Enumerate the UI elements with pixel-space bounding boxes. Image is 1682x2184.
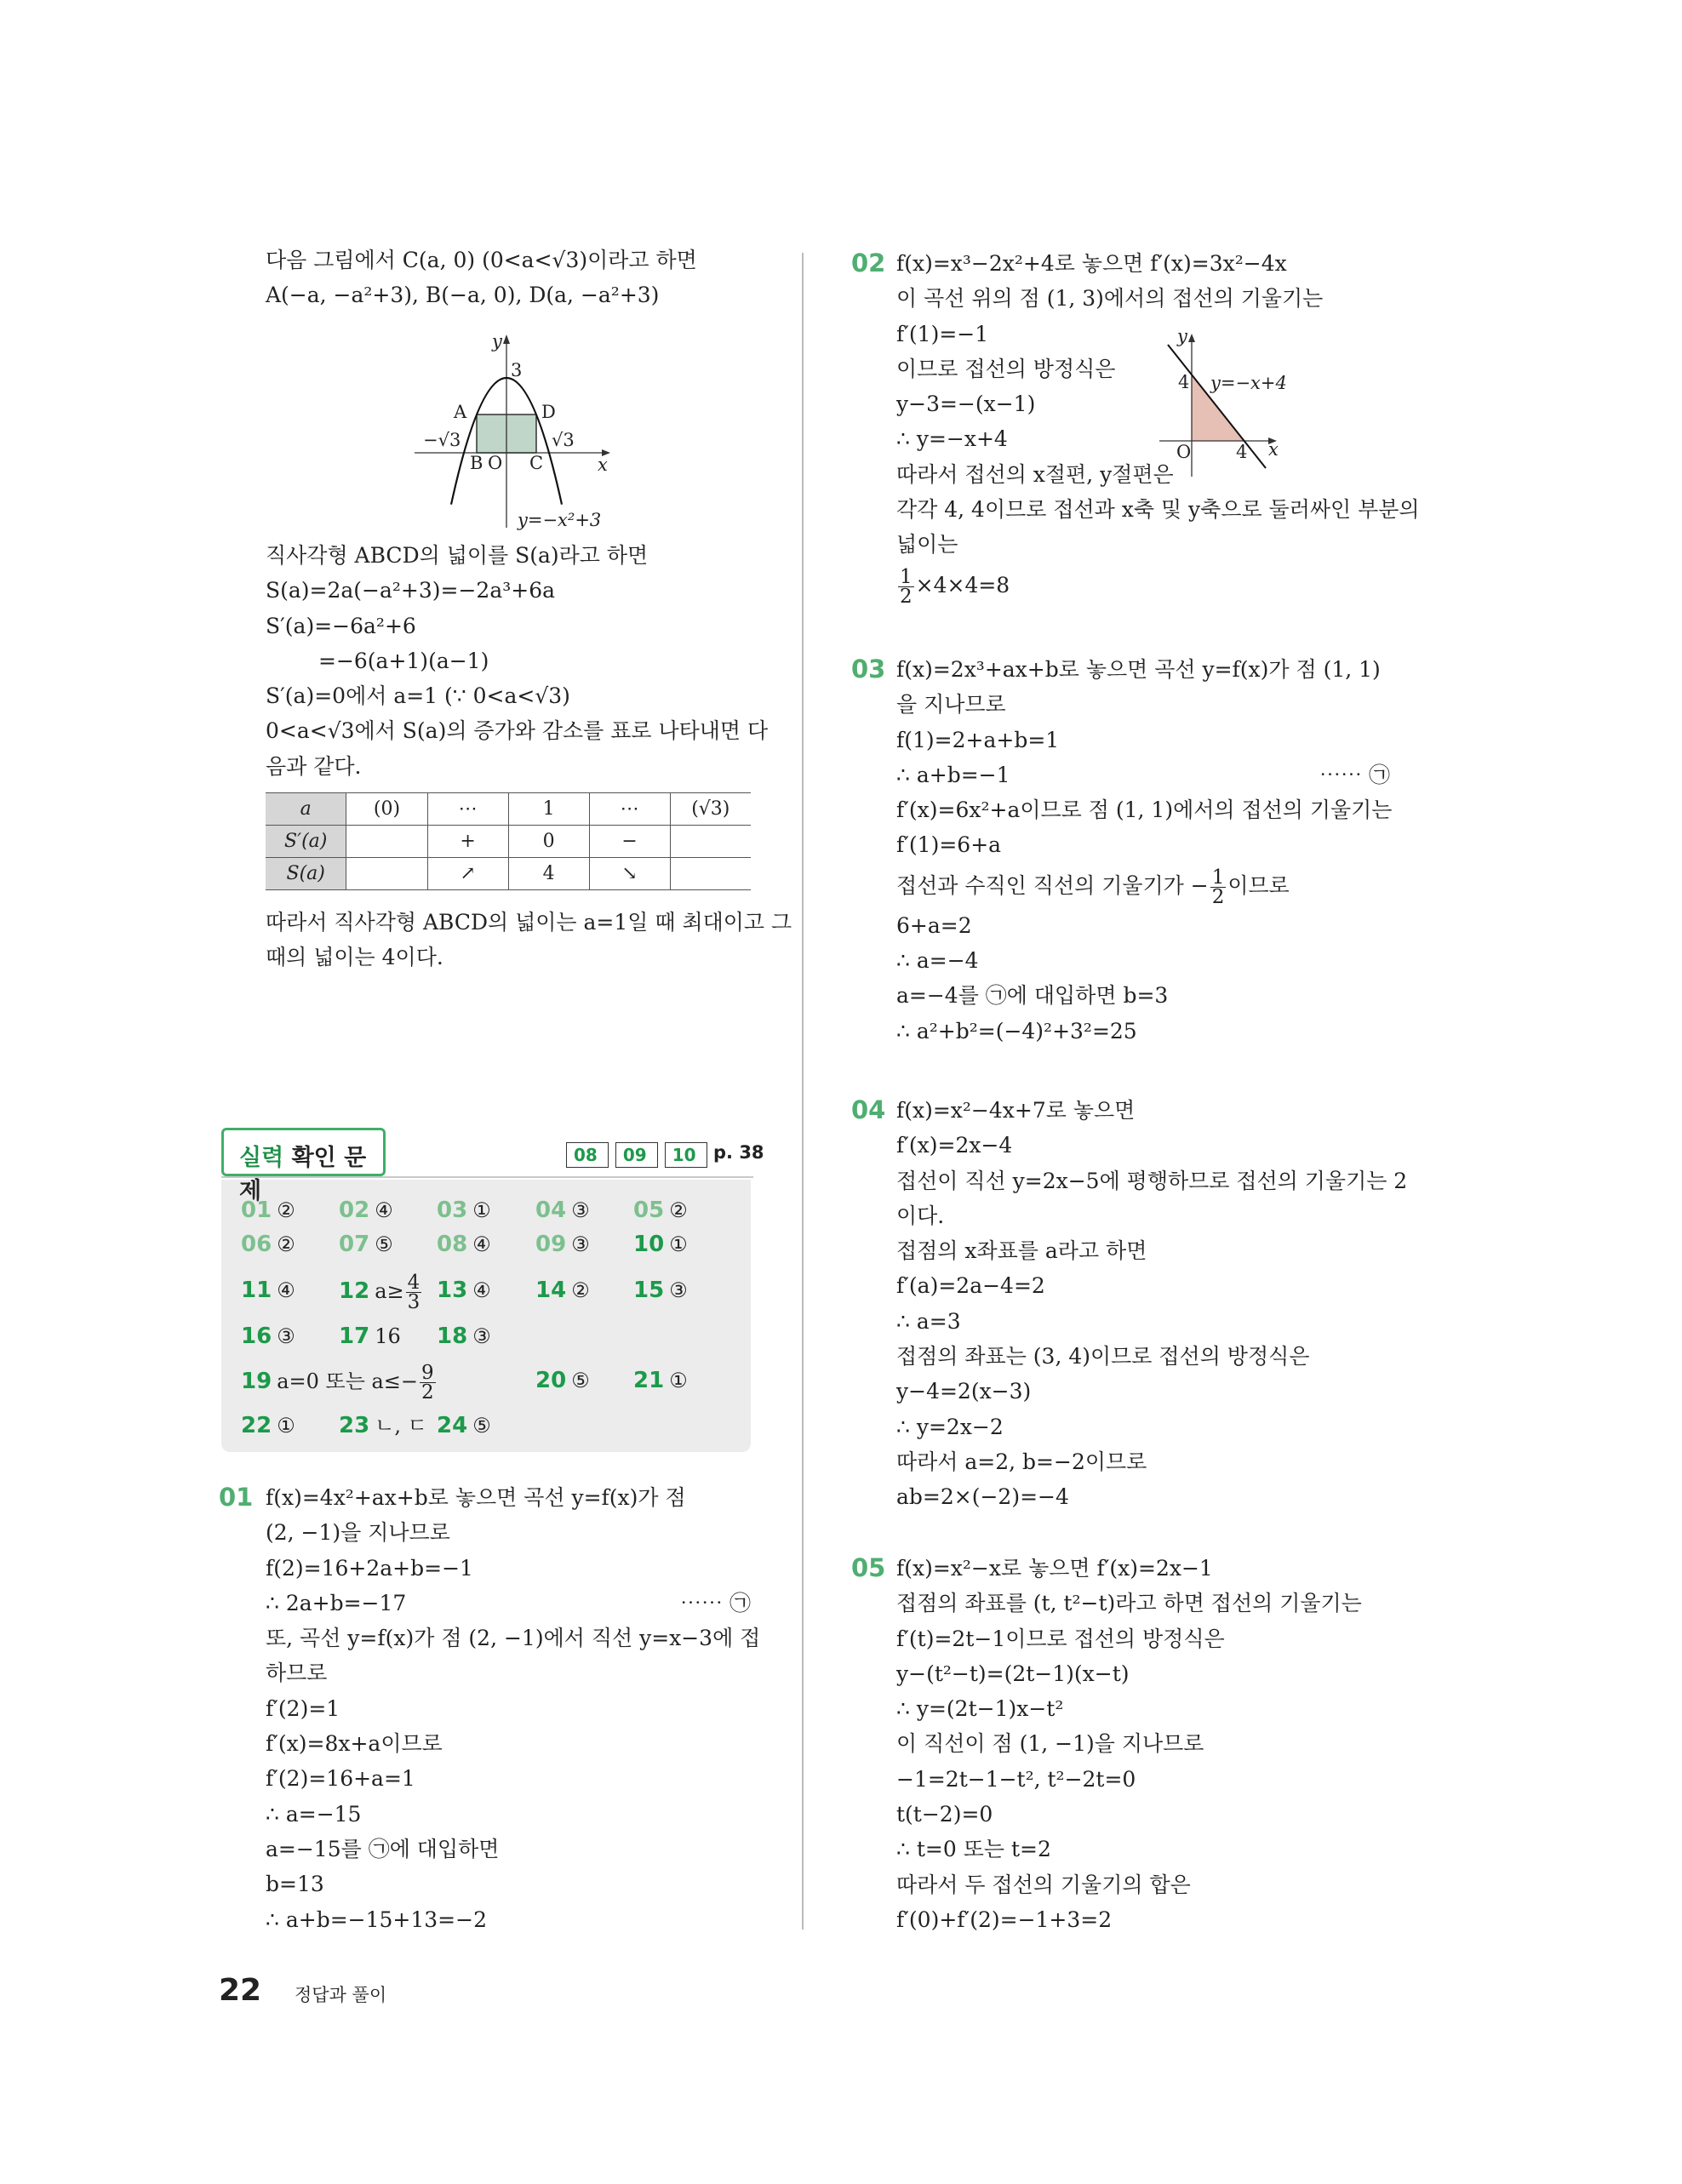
unit-tag: 09: [615, 1142, 658, 1168]
table-cell: ⋯: [427, 793, 508, 826]
text-line: a=−4를 ㉠에 대입하면 b=3: [896, 983, 1169, 1009]
text-line: 다음 그림에서 C(a, 0) (0<a<√3)이라고 하면: [266, 248, 697, 272]
answer-value: ④: [472, 1278, 491, 1302]
answer-value: ②: [669, 1198, 688, 1222]
line-prefix: 접선과 수직인 직선의 기울기가 −: [896, 872, 1209, 898]
answer-item: [437, 1227, 491, 1261]
answer-item: [633, 1364, 688, 1398]
answer-item: [535, 1227, 590, 1261]
answer-number: 01: [241, 1198, 272, 1223]
text-line: f(1)=2+a+b=1: [896, 727, 1060, 752]
answer-value: ④: [277, 1278, 295, 1302]
text-line: =−6(a+1)(a−1): [318, 648, 489, 673]
answer-number: 15: [633, 1278, 665, 1303]
answer-value: 16: [375, 1324, 401, 1348]
section-title: [221, 1128, 386, 1204]
numerator: 1: [900, 565, 913, 588]
table-cell: S(a): [266, 858, 346, 890]
text-line: ab=2×(−2)=−4: [896, 1484, 1069, 1510]
table-cell: [346, 826, 427, 858]
derivation-text: [266, 538, 769, 784]
fraction-line: [896, 563, 1390, 608]
line-suffix: ×4×4=8: [915, 572, 1010, 597]
answer-item: [535, 1193, 590, 1227]
answer-value: ③: [669, 1278, 688, 1302]
text-line: 접점의 좌표는 (3, 4)이므로 접선의 방정식은: [896, 1344, 1310, 1369]
equation-marker: ⋯⋯ ㉠: [1319, 762, 1390, 787]
line-text: ∴ a+b=−1: [896, 762, 1010, 787]
answer-number: 03: [437, 1198, 468, 1223]
text-line: 음과 같다.: [266, 753, 362, 779]
denominator: 2: [900, 585, 913, 608]
solution-text: [896, 246, 1420, 608]
text-line: ∴ a=−4: [896, 948, 979, 974]
answer-number: 05: [633, 1198, 665, 1223]
text-line: 또, 곡선 y=f(x)가 점 (2, −1)에서 직선 y=x−3에 접: [266, 1626, 761, 1651]
answer-number: 24: [437, 1413, 468, 1438]
fraction-line: [896, 863, 1390, 908]
answer-number: 13: [437, 1278, 468, 1303]
answer-value: ⑤: [571, 1369, 590, 1392]
label-d: D: [541, 402, 556, 422]
answer-item: [339, 1409, 427, 1443]
text-line: 직사각형 ABCD의 넓이를 S(a)라고 하면: [266, 543, 649, 568]
text-line: 이 곡선 위의 점 (1, 3)에서의 접선의 기울기는: [896, 286, 1324, 312]
text-line: ∴ a=3: [896, 1308, 961, 1334]
table-cell: 1: [508, 793, 589, 826]
numerator: 9: [421, 1362, 434, 1384]
text-line: f′(x)=6x²+a이므로 점 (1, 1)에서의 접선의 기울기는: [896, 798, 1393, 823]
text-line: 을 지나므로: [896, 692, 1006, 718]
answer-value: a=0 또는 a≤−: [277, 1369, 419, 1393]
answer-item: [339, 1319, 401, 1353]
increase-decrease-table: [266, 792, 751, 890]
line-label: y=−x+4: [1210, 373, 1287, 393]
text-line: ∴ a+b=−15+13=−2: [266, 1907, 487, 1932]
label-4-y: 4: [1178, 372, 1190, 392]
column-divider: [802, 253, 804, 1930]
text-line: f′(1)=−1: [896, 321, 989, 346]
text-line: f′(2)=1: [266, 1695, 340, 1721]
fraction: [406, 1273, 422, 1312]
table-cell: 4: [508, 858, 589, 890]
table-cell: (√3): [670, 793, 751, 826]
x-label: x: [1268, 439, 1279, 460]
answer-number: 11: [241, 1278, 272, 1303]
table-row: [266, 858, 751, 890]
answer-value: ①: [669, 1369, 688, 1392]
fraction: [898, 565, 914, 608]
numerator: 4: [407, 1272, 420, 1294]
unit-tag: 10: [665, 1142, 707, 1168]
text-line: 접선이 직선 y=2x−5에 평행하므로 접선의 기울기는 2: [896, 1168, 1408, 1193]
denominator: 3: [407, 1291, 420, 1313]
equation-marker: ⋯⋯ ㉠: [680, 1590, 751, 1615]
answer-item: [633, 1227, 688, 1261]
unit-tags: [566, 1142, 707, 1168]
table-cell: a: [266, 793, 346, 826]
text-line: 넓이는: [896, 532, 958, 557]
text-line: 때의 넓이는 4이다.: [266, 945, 443, 970]
text-line: 접점의 좌표를 (t, t²−t)라고 하면 접선의 기울기는: [896, 1591, 1362, 1616]
text-line: −1=2t−1−t², t²−2t=0: [896, 1766, 1136, 1792]
text-line: [896, 758, 1390, 792]
answer-number: 02: [339, 1198, 370, 1223]
answer-item: [535, 1273, 590, 1307]
table-cell: ↗: [427, 858, 508, 890]
answer-item: [633, 1273, 688, 1307]
answer-value: ①: [277, 1414, 295, 1438]
answer-number: 19: [241, 1369, 272, 1394]
answer-number: 23: [339, 1413, 370, 1438]
text-line: f(2)=16+2a+b=−1: [266, 1555, 473, 1581]
text-line: f′(x)=2x−4: [896, 1133, 1013, 1158]
answer-number: 06: [241, 1232, 272, 1257]
table-row: [266, 826, 751, 858]
answer-item: [535, 1364, 590, 1398]
numerator: 1: [1211, 866, 1225, 889]
label-c: C: [529, 453, 544, 473]
table-row: [266, 793, 751, 826]
table-cell: ↘: [589, 858, 670, 890]
table-cell: [346, 858, 427, 890]
answer-value: a≥: [375, 1279, 404, 1303]
answer-item: [241, 1227, 295, 1261]
answer-value: ㄴ, ㄷ: [375, 1414, 427, 1438]
answer-item: [633, 1193, 688, 1227]
text-line: ∴ a²+b²=(−4)²+3²=25: [896, 1018, 1137, 1043]
text-line: 하므로: [266, 1661, 328, 1686]
text-line: S(a)=2a(−a²+3)=−2a³+6a: [266, 578, 556, 603]
solution-number: 04: [851, 1095, 886, 1124]
solution-text: [896, 1551, 1390, 1937]
text-line: f(x)=x³−2x²+4로 놓으면 f′(x)=3x²−4x: [896, 251, 1287, 276]
answer-value: ①: [472, 1198, 491, 1222]
text-line: f(x)=x²−x로 놓으면 f′(x)=2x−1: [896, 1556, 1213, 1581]
text-line: f(x)=2x³+ax+b로 놓으면 곡선 y=f(x)가 점 (1, 1): [896, 657, 1381, 682]
table-cell: 0: [508, 826, 589, 858]
answer-number: 18: [437, 1324, 468, 1349]
text-line: f′(2)=16+a=1: [266, 1766, 415, 1792]
text-line: 6+a=2: [896, 912, 972, 938]
answer-value: ③: [277, 1324, 295, 1348]
text-line: 따라서 두 접선의 기울기의 합은: [896, 1872, 1191, 1897]
answer-value: ④: [472, 1232, 491, 1256]
label-a: A: [454, 402, 467, 422]
text-line: b=13: [266, 1872, 324, 1897]
answer-number: 09: [535, 1232, 567, 1257]
answer-value: ⑤: [472, 1414, 491, 1438]
table-cell: −: [589, 826, 670, 858]
text-line: 0<a<√3에서 S(a)의 증가와 감소를 표로 나타내면 다: [266, 718, 769, 744]
answer-number: 20: [535, 1368, 567, 1393]
text-line: ∴ y=(2t−1)x−t²: [896, 1696, 1064, 1722]
solution-text: [896, 1093, 1408, 1515]
label-b: B: [470, 453, 483, 473]
answer-item: [241, 1364, 438, 1402]
solution-text: [266, 1480, 761, 1937]
text-line: 이므로 접선의 방정식은: [896, 356, 1116, 381]
answer-item: [241, 1409, 295, 1443]
line-suffix: 이므로: [1227, 872, 1290, 898]
text-line: t(t−2)=0: [896, 1802, 993, 1827]
text-line: f′(x)=8x+a이므로: [266, 1731, 443, 1757]
text-line: A(−a, −a²+3), B(−a, 0), D(a, −a²+3): [266, 283, 660, 308]
answer-item: [437, 1319, 491, 1353]
text-line: 따라서 a=2, b=−2이므로: [896, 1449, 1147, 1474]
parabola-figure: [400, 323, 630, 536]
label-4-x: 4: [1236, 442, 1248, 462]
answer-number: 08: [437, 1232, 468, 1257]
unit-tag: 08: [566, 1142, 609, 1168]
fraction: [1210, 868, 1227, 906]
solution-number: 01: [219, 1483, 254, 1512]
answer-value: ⑤: [375, 1232, 393, 1256]
answer-item: [241, 1273, 295, 1307]
y-label: y: [492, 331, 502, 352]
x-label: x: [598, 455, 608, 475]
answer-value: ②: [277, 1232, 295, 1256]
page-reference: p. 38: [713, 1142, 764, 1163]
title-first: 실력: [239, 1145, 284, 1171]
answer-item: [339, 1227, 393, 1261]
text-line: S′(a)=−6a²+6: [266, 613, 416, 638]
text-line: f(x)=x²−4x+7로 놓으면: [896, 1098, 1136, 1123]
label-3: 3: [511, 360, 523, 380]
table-cell: +: [427, 826, 508, 858]
answer-number: 17: [339, 1324, 370, 1349]
answer-number: 07: [339, 1232, 370, 1257]
curve-label: y=−x²+3: [518, 510, 602, 530]
y-label: y: [1177, 326, 1187, 346]
text-line: f(x)=4x²+ax+b로 놓으면 곡선 y=f(x)가 점: [266, 1485, 686, 1510]
answer-item: [437, 1273, 491, 1307]
text-line: ∴ t=0 또는 t=2: [896, 1837, 1051, 1862]
solution-number: 03: [851, 655, 886, 683]
answer-value: ③: [472, 1324, 491, 1348]
answer-value: ①: [669, 1232, 688, 1256]
conclusion-text: [266, 905, 792, 975]
text-line: ∴ a=−15: [266, 1801, 362, 1827]
answer-value: ③: [571, 1198, 590, 1222]
table-cell: [670, 858, 751, 890]
line-text: ∴ 2a+b=−17: [266, 1590, 407, 1615]
answer-item: [339, 1193, 393, 1227]
text-line: 이다.: [896, 1203, 945, 1228]
divider-rule: [221, 1176, 753, 1178]
label-neg-sqrt3: −√3: [423, 430, 461, 450]
text-line: 이 직선이 점 (1, −1)을 지나므로: [896, 1731, 1204, 1757]
solution-number: 05: [851, 1553, 886, 1582]
answer-value: ②: [571, 1278, 590, 1302]
table-cell: ⋯: [589, 793, 670, 826]
text-line: a=−15를 ㉠에 대입하면: [266, 1836, 500, 1861]
answer-item: [437, 1409, 491, 1443]
denominator: 2: [421, 1381, 434, 1404]
table-cell: (0): [346, 793, 427, 826]
answer-number: 10: [633, 1232, 665, 1257]
answer-number: 12: [339, 1278, 370, 1304]
answer-number: 04: [535, 1198, 567, 1223]
text-line: ∴ y=2x−2: [896, 1414, 1004, 1439]
text-line: y−(t²−t)=(2t−1)(x−t): [896, 1661, 1130, 1686]
title-rest: 확인 문제: [239, 1145, 367, 1204]
origin-label: O: [1176, 442, 1192, 462]
text-line: (2, −1)을 지나므로: [266, 1520, 450, 1546]
answer-number: 16: [241, 1324, 272, 1349]
text-line: 따라서 접선의 x절편, y절편은: [896, 461, 1174, 487]
table-cell: S′(a): [266, 826, 346, 858]
answer-item: [437, 1193, 491, 1227]
answer-number: 21: [633, 1368, 665, 1393]
text-line: S′(a)=0에서 a=1 (∵ 0<a<√3): [266, 683, 570, 709]
text-line: f′(1)=6+a: [896, 832, 1002, 858]
text-line: f′(a)=2a−4=2: [896, 1273, 1045, 1299]
answer-value: ③: [571, 1232, 590, 1256]
answer-value: ②: [277, 1198, 295, 1222]
answer-item: [339, 1273, 423, 1312]
label-o: O: [488, 453, 503, 473]
text-line: f′(t)=2t−1이므로 접선의 방정식은: [896, 1626, 1225, 1651]
answer-value: ④: [375, 1198, 393, 1222]
text-line: [266, 1586, 751, 1621]
text-line: y−3=−(x−1): [896, 392, 1036, 417]
denominator: 2: [1211, 885, 1225, 908]
solution-number: 02: [851, 249, 886, 277]
tangent-line-figure: [1153, 323, 1285, 485]
answer-item: [241, 1319, 295, 1353]
intro-text: [266, 243, 751, 313]
table-cell: [670, 826, 751, 858]
text-line: y−4=2(x−3): [896, 1379, 1032, 1404]
answer-key-box: [221, 1180, 751, 1452]
fraction: [420, 1364, 436, 1402]
text-line: 따라서 직사각형 ABCD의 넓이는 a=1일 때 최대이고 그: [266, 910, 792, 935]
answer-number: 14: [535, 1278, 567, 1303]
label-sqrt3: √3: [552, 430, 575, 450]
page-number: 22: [219, 1973, 262, 2008]
footer-title: 정답과 풀이: [295, 1985, 387, 2005]
text-line: 접점의 x좌표를 a라고 하면: [896, 1238, 1147, 1264]
text-line: 각각 4, 4이므로 접선과 x축 및 y축으로 둘러싸인 부분의: [896, 497, 1420, 523]
text-line: f′(0)+f′(2)=−1+3=2: [896, 1907, 1113, 1932]
text-line: ∴ y=−x+4: [896, 426, 1008, 452]
answer-number: 22: [241, 1413, 272, 1438]
solution-text: [896, 652, 1393, 1049]
